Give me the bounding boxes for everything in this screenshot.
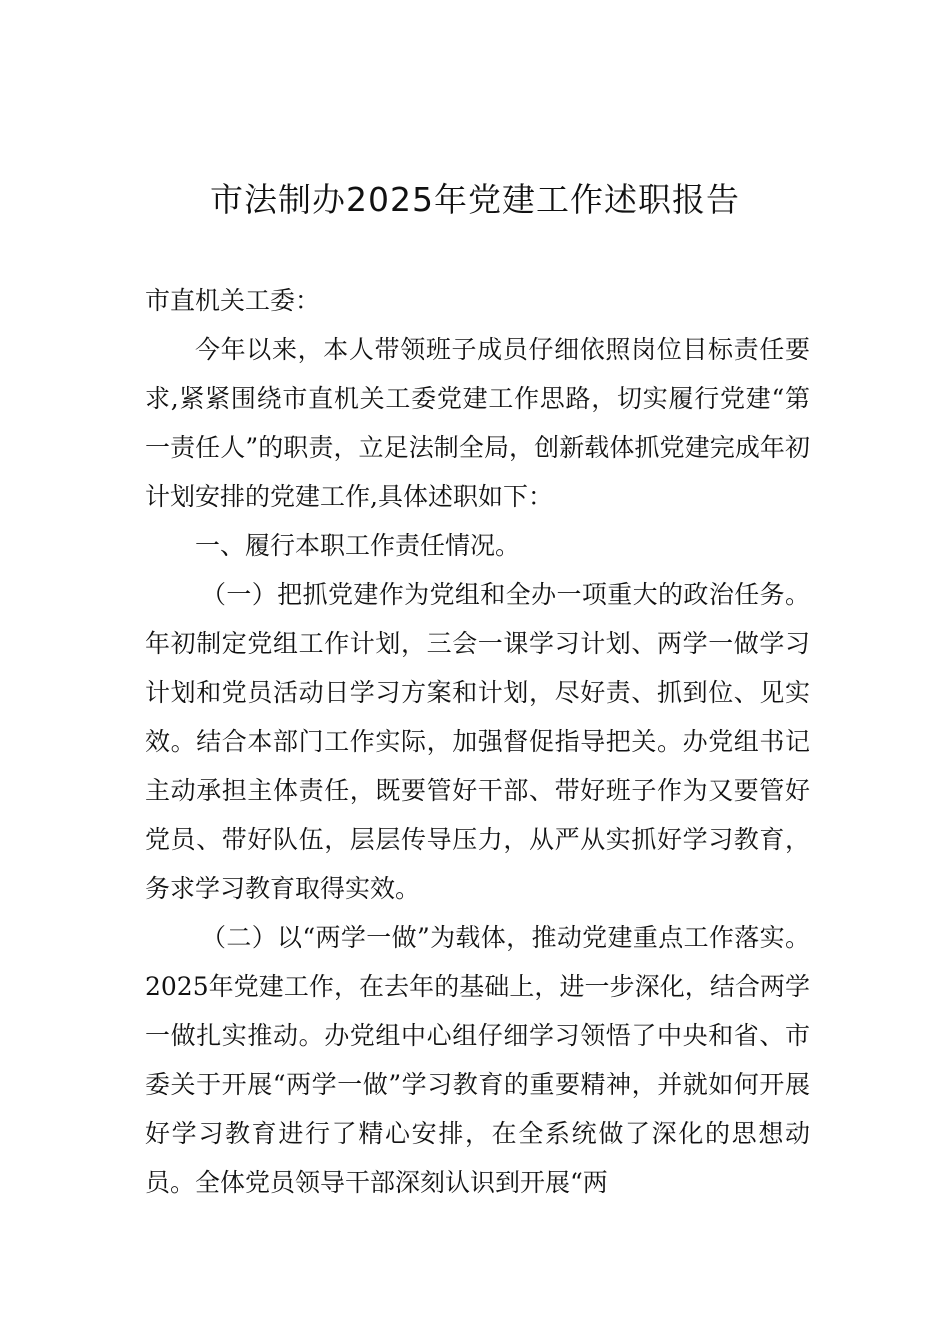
paragraph-sub-1: （一）把抓党建作为党组和全办一项重大的政治任务。年初制定党组工作计划，三会一课学习计划、两学一做学习计划和党员活动日学习方案和计划，尽好责、抓到位、见实效。结合本部门工作实际，加强督促指导把关。办党组书记主动承担主体责任，既要管好干部、带好班子作为又要管好党员、带好队伍，层层传导压力，从严从实抓好学习教育，务求学习教育取得实效。 xyxy=(145,580,810,903)
document-body xyxy=(145,276,810,1207)
salutation: 市直机关工委： xyxy=(145,286,321,315)
document-title: 市法制办2025年党建工作述职报告 xyxy=(210,180,740,219)
paragraph-intro: 今年以来，本人带领班子成员仔细依照岗位目标责任要求,紧紧围绕市直机关工委党建工作思路，切实履行党建“第一责任人”的职责，立足法制全局，创新载体抓党建完成年初计划安排的党建工作,具体述职如下： xyxy=(145,335,810,511)
section-heading-1: 一、履行本职工作责任情况。 xyxy=(195,531,521,560)
paragraph-sub-2: （二）以“两学一做”为载体，推动党建重点工作落实。2025年党建工作，在去年的基础上，进一步深化，结合两学一做扎实推动。办党组中心组仔细学习领悟了中央和省、市委关于开展“两学一做”学习教育的重要精神，并就如何开展好学习教育进行了精心安排，在全系统做了深化的思想动员。全体党员领导干部深刻认识到开展“两 xyxy=(145,923,810,1197)
